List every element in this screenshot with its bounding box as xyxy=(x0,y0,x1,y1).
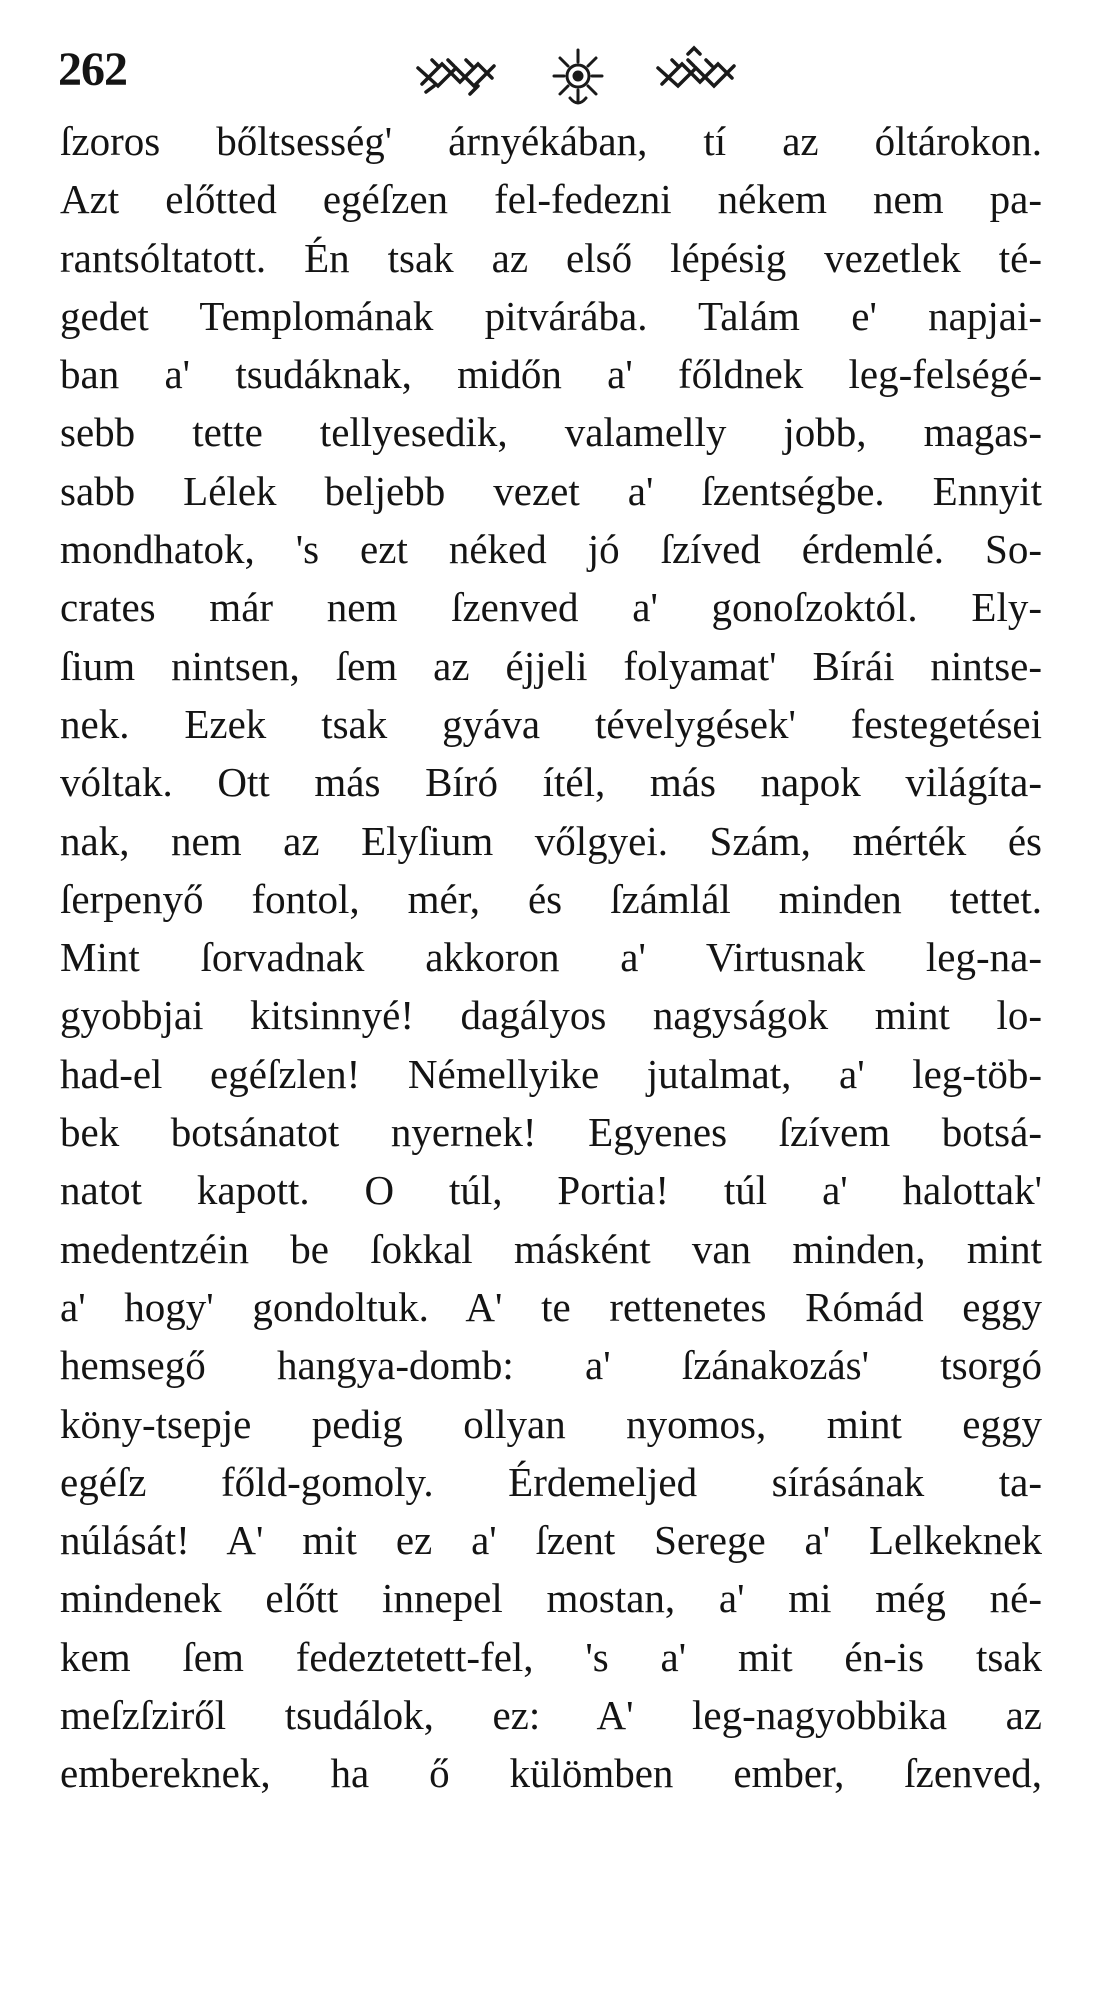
text-line: Azt előtted egéſzen fel-fedezni nékem nem pa- xyxy=(60,176,1042,223)
text-line: gedet Templomának pitvárába. Talám e' napjai- xyxy=(60,292,1042,339)
text-line: núlását! A' mit ez a' ſzent Serege a' Lelkeknek xyxy=(60,1517,1042,1564)
text-line: mindenek előtt innepel mostan, a' mi még né- xyxy=(60,1575,1042,1622)
text-line: sabb Lélek beljebb vezet a' ſzentségbe. Ennyit xyxy=(60,467,1042,514)
header-ornament xyxy=(408,38,748,108)
text-line: kem ſem fedeztetett-fel, 's a' mit én-is tsak xyxy=(60,1633,1042,1680)
text-line: egéſz főld-gomoly. Érdemeljed sírásának ta- xyxy=(60,1458,1042,1505)
text-line: crates már nem ſzenved a' gonoſzoktól. Ely- xyxy=(60,584,1042,631)
body-text xyxy=(60,112,1042,1803)
text-line: ban a' tsudáknak, midőn a' főldnek leg-felségé- xyxy=(60,351,1042,398)
text-line: nak, nem az Elyſium vőlgyei. Szám, mérték és xyxy=(60,817,1042,864)
text-line: vóltak. Ott más Bíró ítél, más napok világíta- xyxy=(60,759,1042,806)
text-line: rantsóltatott. Én tsak az első lépésig vezetlek té- xyxy=(60,234,1042,281)
text-line: köny-tsepje pedig ollyan nyomos, mint eggy xyxy=(60,1400,1042,1447)
crossed-wings-icon xyxy=(418,60,494,94)
text-line: sebb tette tellyesedik, valamelly jobb, magas- xyxy=(60,409,1042,456)
sunburst-rosette-icon xyxy=(554,50,602,103)
text-line: nek. Ezek tsak gyáva tévelygések' festegetései xyxy=(60,700,1042,747)
text-line: natot kapott. O túl, Portia! túl a' halottak' xyxy=(60,1167,1042,1214)
text-line: bek botsánatot nyernek! Egyenes ſzívem botsá- xyxy=(60,1109,1042,1156)
text-line: medentzéin be ſokkal másként van minden, mint xyxy=(60,1225,1042,1272)
page-number: 262 xyxy=(58,43,127,96)
text-line: a' hogy' gondoltuk. A' te rettenetes Rómád eggy xyxy=(60,1283,1042,1330)
text-line: Mint ſorvadnak akkoron a' Virtusnak leg-na- xyxy=(60,934,1042,981)
crossed-wings-icon xyxy=(658,48,734,86)
text-line: hemsegő hangya-domb: a' ſzánakozás' tsorgó xyxy=(60,1342,1042,1389)
text-line: gyobbjai kitsinnyé! dagályos nagyságok mint lo- xyxy=(60,992,1042,1039)
page-header xyxy=(58,38,1058,108)
text-line: mondhatok, 's ezt néked jó ſzíved érdemlé. So- xyxy=(60,526,1042,573)
text-line: ſium nintsen, ſem az éjjeli folyamat' Bírái nintse- xyxy=(60,642,1042,689)
text-line: meſzſziről tsudálok, ez: A' leg-nagyobbika az xyxy=(60,1692,1042,1739)
text-line: embereknek, ha ő külömben ember, ſzenved, xyxy=(60,1750,1042,1797)
text-line: ſzoros bőltsesség' árnyékában, tí az óltárokon. xyxy=(60,118,1042,164)
text-line: ſerpenyő fontol, mér, és ſzámlál minden tettet. xyxy=(60,875,1042,922)
text-line: had-el egéſzlen! Némellyike jutalmat, a' leg-töb- xyxy=(60,1050,1042,1097)
